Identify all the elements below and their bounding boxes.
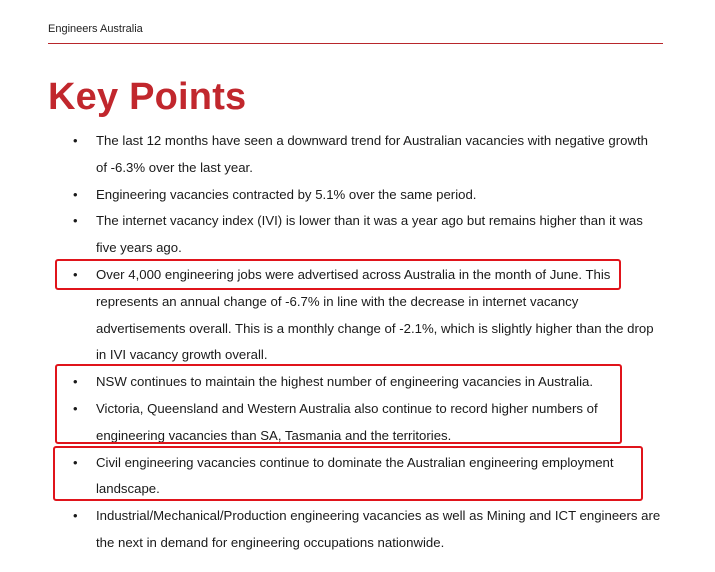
bullet-icon: •: [73, 133, 78, 148]
key-point-5: [0, 369, 661, 396]
key-point-text: Industrial/Mechanical/Production engineering vacancies as well as Mining and ICT engineers are the next in demand for engineering occupations nationwide.: [96, 508, 661, 550]
key-point-text: Engineering vacancies contracted by 5.1% over the same period.: [96, 186, 477, 202]
key-point-7: [0, 450, 661, 504]
bullet-icon: •: [73, 186, 78, 202]
key-point-text: NSW continues to maintain the highest number of engineering vacancies in Australia.: [96, 374, 594, 390]
key-point-4: [0, 262, 661, 369]
key-point-6: [0, 396, 661, 450]
key-points-list: [0, 128, 715, 557]
key-point-3: [0, 208, 661, 262]
page-title: Key Points: [48, 76, 247, 118]
key-point-text: Over 4,000 engineering jobs were advertised across Australia in the month of June. This represents an annual change of -6.7% in line with the decrease in internet vacancy advertisements overall. This is a monthly change of -2.1%, which is slightly higher than the drop in IVI vacancy growth overall.: [96, 266, 654, 363]
key-point-8: [0, 503, 661, 557]
key-point-2: [0, 182, 661, 209]
header-org-name: Engineers Australia: [48, 23, 143, 35]
bullet-icon: •: [73, 454, 78, 470]
header-divider: [48, 43, 663, 44]
bullet-icon: •: [73, 508, 78, 524]
key-point-1: [0, 128, 661, 182]
key-point-text: The last 12 months have seen a downward trend for Australian vacancies with negative growth of -6.3% over the last year.: [96, 133, 648, 175]
bullet-icon: •: [73, 213, 78, 229]
key-point-text: Victoria, Queensland and Western Australia also continue to record higher numbers of engineering vacancies than SA, Tasmania and the territories.: [96, 400, 598, 443]
key-point-text: The internet vacancy index (IVI) is lower than it was a year ago but remains higher than it was five years ago.: [96, 213, 643, 256]
bullet-icon: •: [73, 374, 78, 390]
bullet-icon: •: [73, 266, 78, 282]
key-point-text: Civil engineering vacancies continue to dominate the Australian engineering employment landscape.: [96, 454, 614, 497]
bullet-icon: •: [73, 400, 78, 416]
